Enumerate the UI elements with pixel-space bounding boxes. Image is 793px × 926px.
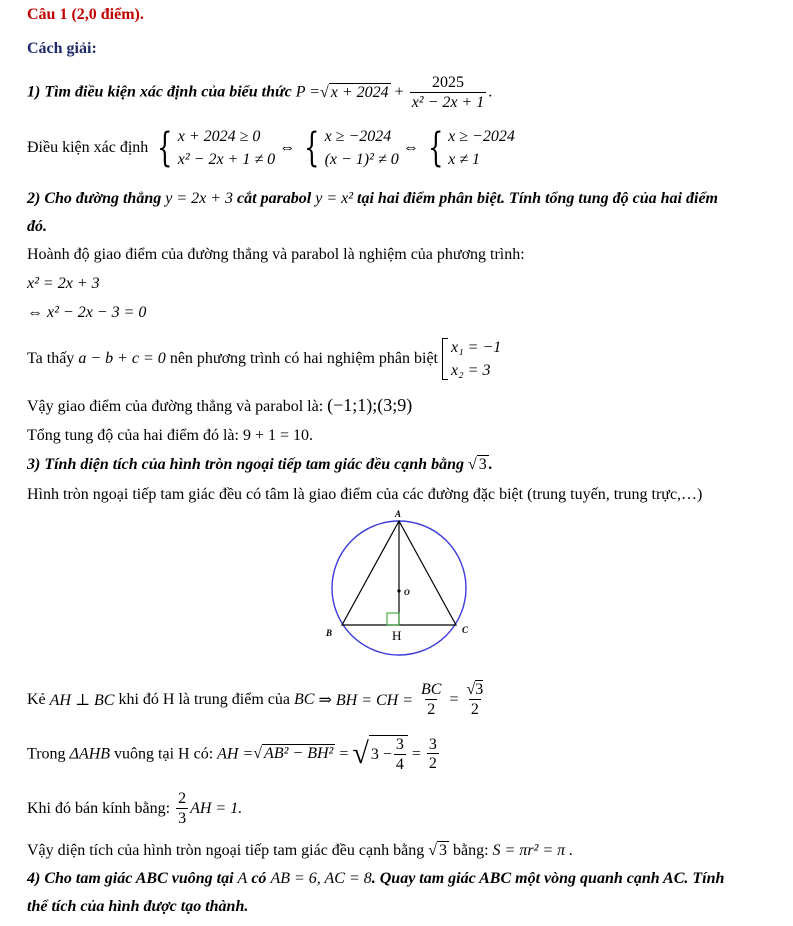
sqrt-radicand: 3 <box>438 842 447 859</box>
part4-prompt-d: thể tích của hình được tạo thành. <box>27 898 249 915</box>
sqrt-radicand: 3 − <box>370 745 392 763</box>
part3-prompt-sqrt: √ 3 <box>467 456 487 473</box>
bracket-icon <box>442 338 448 380</box>
brace-icon: { <box>427 125 444 172</box>
part2-text4-eq: 9 + 1 = 10. <box>242 427 313 444</box>
brace-icon: { <box>304 125 320 172</box>
part2-text3-a: Vậy giao điểm của đường thẳng và parabol là: <box>27 398 324 415</box>
center-point-o <box>397 589 400 592</box>
root-2: x₂ = 3 <box>451 362 491 380</box>
part1-frac-num: 2025 <box>432 74 464 91</box>
sys2-row1: x ≥ −2024 <box>324 128 392 145</box>
label-o: O <box>404 588 410 597</box>
part4-prompt-a: 4) Cho tam giác ABC vuông tại <box>27 870 234 887</box>
part2-text1: Hoành độ giao điểm của đường thẳng và parabol là nghiệm của phương trình: <box>27 246 525 263</box>
frac-num: 3 <box>395 736 404 753</box>
part1-system-2 <box>299 125 399 171</box>
root-1: x₁ = −1 <box>451 339 502 356</box>
sys1-row1: x + 2024 ≥ 0 <box>177 128 261 145</box>
frac-den: 2 <box>470 700 479 718</box>
part3-text3 <box>27 735 441 774</box>
label-c: C <box>462 625 469 635</box>
part1-sqrt-radicand: x + 2024 <box>330 83 389 101</box>
part3-text5-a: Vậy diện tích của hình tròn ngoại tiếp tam giác đều cạnh bằng <box>27 842 425 859</box>
label-b: B <box>326 628 333 638</box>
part1-plus: + <box>394 83 404 101</box>
part2-points: (−1;1);(3;9) <box>327 395 413 415</box>
part1-condition-label: Điều kiện xác định <box>27 139 149 157</box>
part3-text2-eq: ⇒ BH = CH = <box>318 691 414 709</box>
right-angle-marker <box>387 613 399 625</box>
part2-prompt-d: đó. <box>27 218 47 235</box>
equals-sign: = <box>449 690 459 708</box>
part3-text3-a: Trong <box>27 745 66 763</box>
frac-num-sqrt: √3 <box>466 681 484 698</box>
part3-text2-b: khi đó H là trung điểm của <box>118 690 290 708</box>
label-h: H <box>392 628 402 643</box>
solution-label: Cách giải: <box>27 40 97 57</box>
part3-sqrt1: √ AB² − BH² <box>253 745 334 763</box>
frac-num: BC <box>421 681 442 698</box>
label-a: A <box>395 509 402 519</box>
circumcircle-figure <box>318 507 478 657</box>
part4-prompt-b: có <box>251 870 267 887</box>
part2-parabola-eq: y = x² <box>315 190 354 207</box>
part4-prompt <box>27 870 724 888</box>
sqrt-radicand: AB² − BH² <box>264 745 334 763</box>
part2-roots <box>442 336 501 382</box>
part4-vertex-a: A <box>237 870 248 887</box>
part2-line-eq: y = 2x + 3 <box>165 190 234 207</box>
part3-text5-b: bằng: <box>452 842 489 859</box>
part3-frac-3-4 <box>394 736 406 774</box>
part2-text3 <box>27 395 412 416</box>
part3-frac-bc2 <box>419 681 443 719</box>
part3-frac-2-3 <box>176 790 188 828</box>
part3-text5-sqrt: √ 3 <box>428 842 447 859</box>
sys3-row1: x ≥ −2024 <box>448 128 515 145</box>
part1-expr-lhs: P = <box>295 83 320 101</box>
part3-text2 <box>27 681 487 719</box>
part3-prompt <box>27 456 493 474</box>
part3-frac-sqrt3-2 <box>465 681 486 719</box>
part3-prompt-radicand: 3 <box>478 456 487 473</box>
part3-frac-3-2 <box>427 736 439 774</box>
part3-text3-eq: AH = <box>217 745 254 763</box>
part2-prompt <box>27 190 718 208</box>
equals-sign: = <box>339 745 349 763</box>
part2-prompt-c: tại hai điểm phân biệt. Tính tổng tung độ của hai điểm <box>357 190 718 207</box>
part3-prompt-text: 3) Tính diện tích của hình tròn ngoại tiếp tam giác đều cạnh bằng <box>27 456 464 473</box>
frac-den: 2 <box>427 700 436 718</box>
part1-prompt <box>27 74 492 112</box>
part2-text4-a: Tổng tung độ của hai điểm đó là: <box>27 427 239 444</box>
part2-text2-eq: a − b + c = 0 <box>78 350 166 368</box>
part2-text2 <box>27 336 501 382</box>
part3-text2-bc: BC <box>294 690 315 708</box>
equiv-arrow-2: ⇔ <box>402 139 419 157</box>
part2-prompt-a: 2) Cho đường thẳng <box>27 190 162 207</box>
sys3-row2: x ≠ 1 <box>448 151 481 169</box>
frac-den: 4 <box>395 755 404 773</box>
part1-system-1 <box>152 125 275 171</box>
part2-text2-b: nên phương trình có hai nghiệm phân biệt <box>169 350 438 368</box>
part3-text2-a: Kẻ <box>27 690 46 708</box>
part3-perp: AH ⊥ BC <box>49 691 115 709</box>
part2-prompt-b: cắt parabol <box>237 190 312 207</box>
part3-triangle: ΔAHB <box>69 745 111 763</box>
part1-condition <box>27 125 515 171</box>
part2-text2-a: Ta thấy <box>27 350 75 368</box>
part1-prompt-text: 1) Tìm điều kiện xác định của biểu thức <box>27 83 292 101</box>
frac-num: 3 <box>428 735 437 753</box>
sqrt-icon: √ <box>352 737 369 771</box>
part2-eq2: ⇔ x² − 2x − 3 = 0 <box>27 304 147 321</box>
part3-text4 <box>27 790 242 828</box>
part1-sqrt: √ x + 2024 <box>319 83 389 101</box>
part3-text1: Hình tròn ngoại tiếp tam giác đều có tâm là giao điểm của các đường đặc biệt (trung tuyến, trung trực,…) <box>27 486 703 503</box>
part3-text3-b: vuông tại H có: <box>114 745 214 763</box>
part1-system-3 <box>423 125 515 171</box>
part1-frac-den: x² − 2x + 1 <box>411 93 485 111</box>
part3-sqrt2 <box>352 735 408 774</box>
sqrt-radicand: 3 <box>475 681 484 698</box>
part3-area-eq: S = πr² = π . <box>492 842 574 859</box>
part3-prompt-end: . <box>488 456 493 473</box>
equiv-arrow-1: ⇔ <box>279 139 296 157</box>
frac-den: 2 <box>428 755 437 773</box>
brace-icon: { <box>157 125 173 172</box>
part4-prompt-c: . Quay tam giác ABC một vòng quanh cạnh AC. Tính <box>371 870 725 887</box>
frac-den: 3 <box>178 809 187 827</box>
sys1-row2: x² − 2x + 1 ≠ 0 <box>177 151 276 169</box>
part1-period: . <box>488 83 493 101</box>
sys2-row2: (x − 1)² ≠ 0 <box>324 151 399 169</box>
equals-sign: = <box>411 745 421 763</box>
part3-text4-a: Khi đó bán kính bằng: <box>27 799 171 817</box>
part1-fraction <box>410 74 487 112</box>
part2-text4 <box>27 427 313 445</box>
part3-text5 <box>27 842 573 860</box>
frac-num: 2 <box>178 790 187 807</box>
question-title: Câu 1 (2,0 điểm). <box>27 6 144 23</box>
part4-lengths: AB = 6, AC = 8 <box>270 870 372 887</box>
part3-text4-b: AH = 1. <box>190 799 243 817</box>
part2-eq1: x² = 2x + 3 <box>27 275 100 292</box>
